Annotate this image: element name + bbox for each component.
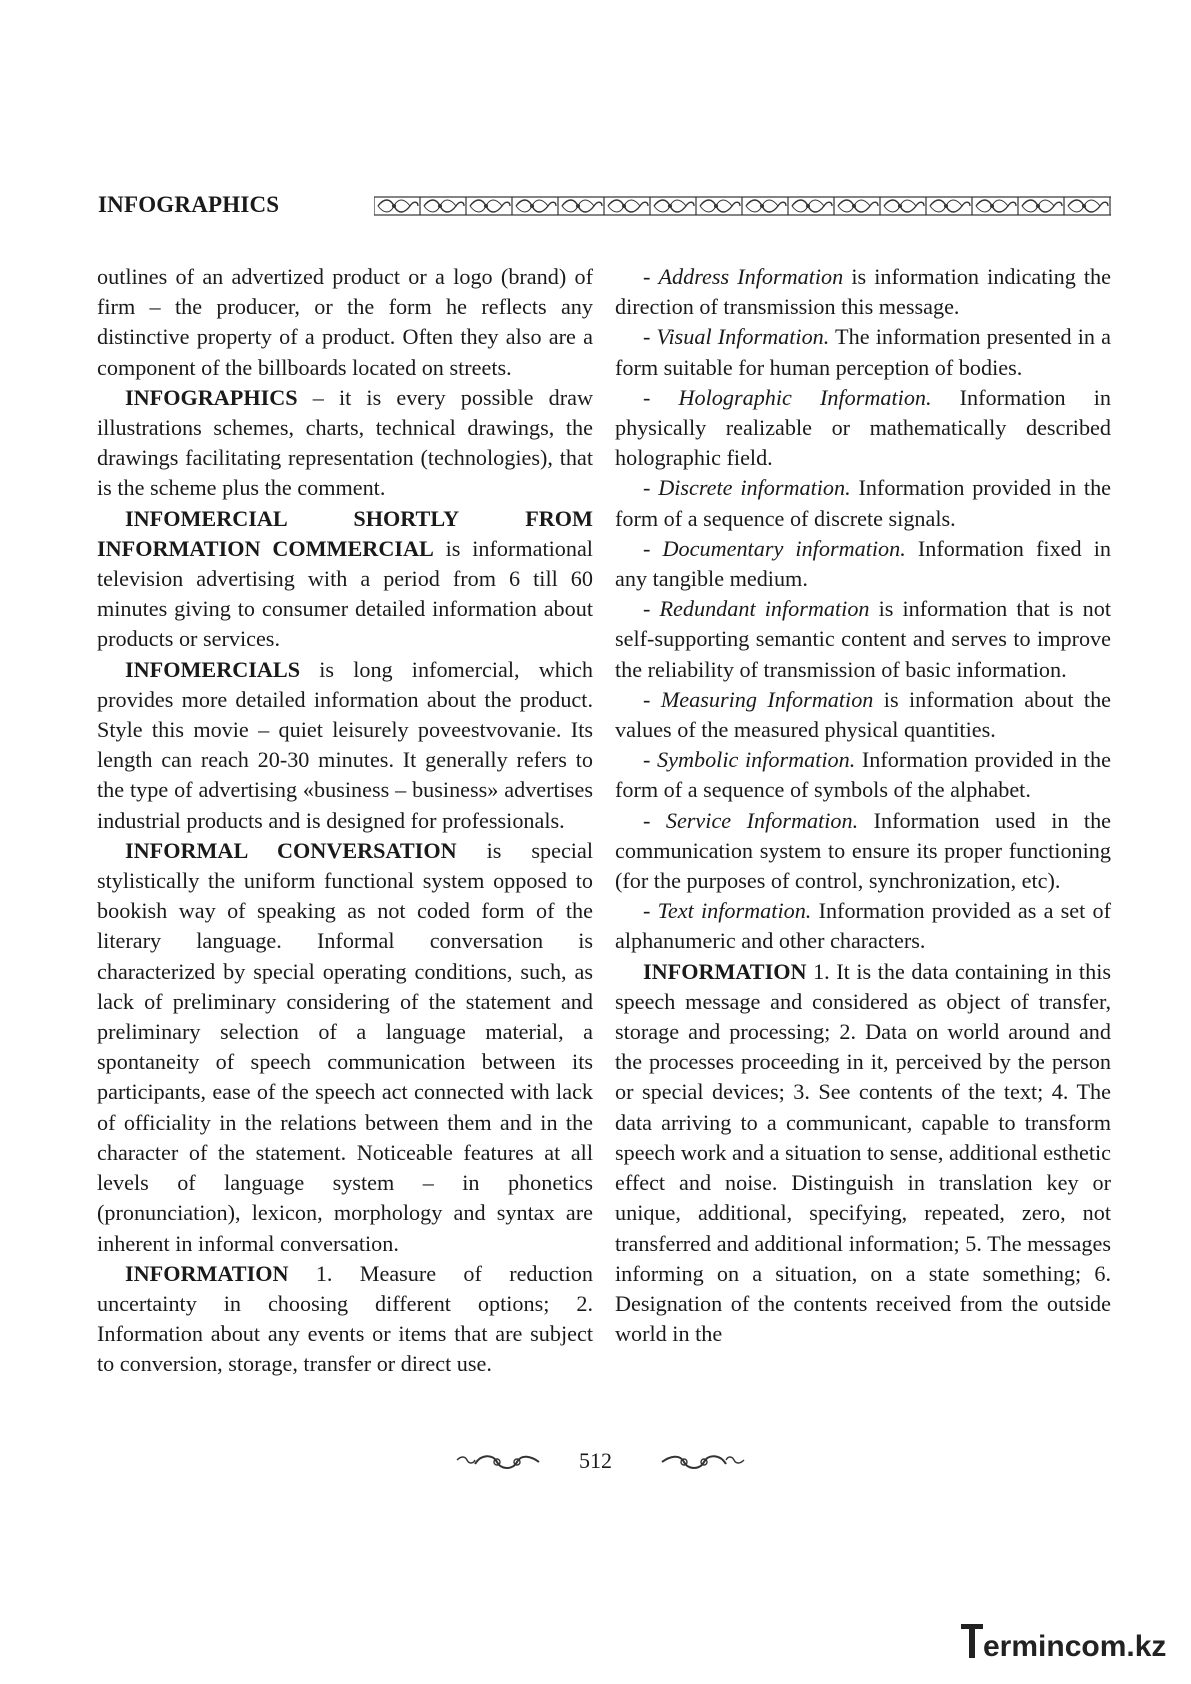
paragraph-text: outlines of an advertized product or a logo (brand) of firm – the producer, or the form he reflects any distinctive property of a product. Often they also are a component of the billboards located on streets. (97, 264, 593, 380)
entry-definition: is informational television advertising with a period from 6 till 60 minutes giving to consumer detailed information about products or services. (97, 535, 593, 652)
dash: - (643, 747, 658, 773)
subentry-term: Address Information (658, 264, 844, 289)
dash: - (643, 264, 659, 289)
entry-infomercial (97, 504, 593, 655)
subentry-text (615, 896, 1111, 956)
subentry-definition: Information provided as a set of alphanumeric and other characters. (615, 898, 1111, 954)
entry-informal-conversation (97, 836, 593, 1259)
subentry-term: Discrete information. (658, 475, 851, 501)
entry-term: INFORMATION (643, 958, 807, 984)
entry-definition: 1. It is the data containing in this speech message and considered as object of transfer, storage and processing; 2. Data on world around and the processes proceeding in it, perceived by the person or special devices; 3. See contents of the text; 4. The data arriving to a communicant, capable to transform speech work and a situation to sense, additional esthetic effect and noise. Distinguish in translation key or unique, additional, specifying, repeated, zero, not transferred and additional information; 5. The messages informing on a situation, on a state something; 6. Designation of the contents received from the outside world in the (615, 958, 1112, 1347)
dash: - (643, 384, 679, 410)
subentry-term: Service Information. (665, 807, 859, 833)
subentry-definition: Information provided in the form of a sequence of symbols of the alphabet. (615, 747, 1111, 803)
page-header (98, 192, 1111, 222)
subentry-discrete (615, 473, 1111, 533)
entry-definition: – it is every possible draw illustrations schemes, charts, technical drawings, the drawings facilitating representation (technologies), that is the scheme plus the comment. (97, 384, 593, 501)
dash: - (643, 686, 661, 712)
subentry-term: Symbolic information. (657, 747, 856, 773)
header-ornament-band (374, 194, 1111, 218)
subentry-holographic (615, 383, 1111, 474)
paragraph-continuation (97, 262, 593, 383)
entry-infomercials (97, 655, 593, 836)
entry-information-2 (615, 957, 1111, 1350)
right-column (615, 262, 1111, 1349)
footer-ornament-right (660, 1452, 746, 1474)
dash: - (643, 535, 663, 561)
subentry-definition: Information provided in the form of a sequence of discrete signals. (615, 475, 1112, 531)
subentry-definition: is information that is not self-supporting semantic content and serves to improve the reliability of transmission of basic information. (615, 596, 1111, 682)
entry-term: INFORMATION (125, 1260, 289, 1286)
entry-infographics (97, 383, 593, 504)
subentry-address (615, 262, 1111, 322)
entry-definition: 1. Measure of reduction uncertainty in choosing different options; 2. Information about any events or items that are subject to conversion, storage, transfer or direct use. (97, 1260, 593, 1377)
subentry-service (615, 806, 1111, 897)
subentry-term: Holographic Information. (678, 384, 932, 410)
subentry-redundant (615, 594, 1111, 685)
dash: - (643, 324, 657, 350)
subentry-symbolic (615, 745, 1111, 805)
dash: - (643, 475, 659, 501)
subentry-term: Visual Information. (656, 324, 830, 350)
subentry-definition: is information indicating the direction of transmission this message. (615, 264, 1111, 320)
subentry-term: Documentary information. (662, 535, 906, 561)
subentry-definition: Information in physically realizable or mathematically described holographic field. (615, 384, 1112, 471)
subentry-definition: The information presented in a form suitable for human perception of bodies. (615, 324, 1112, 380)
subentry-term: Measuring Information (660, 686, 874, 712)
subentry-visual (615, 322, 1111, 382)
dash: - (643, 807, 666, 833)
subentry-definition: is information about the values of the measured physical quantities. (615, 686, 1112, 743)
subentry-term: Redundant information (659, 596, 870, 622)
subentry-term: Text information. (657, 898, 812, 924)
termincom-logo-watermark (953, 1618, 1173, 1664)
entry-term: INFOMERCIAL SHORTLY FROM INFORMATION COMMERCIAL (97, 505, 593, 561)
dash: - (643, 596, 660, 622)
page-number: 512 (579, 1448, 612, 1473)
subentry-measuring (615, 685, 1111, 745)
entry-term: INFORMAL CONVERSATION (125, 837, 457, 863)
entry-information-1 (97, 1259, 593, 1380)
left-column (97, 262, 593, 1380)
subentry-definition: Information fixed in any tangible medium. (615, 535, 1111, 592)
page-footer (0, 1448, 1191, 1478)
svg-text:ermincom.kz: ermincom.kz (983, 1630, 1167, 1663)
entry-definition: is special stylistically the uniform functional system opposed to bookish way of speaking as not coded form of the literary language. Informal conversation is characterized by special operating conditions, such, as lack of preliminary considering of the statement and preliminary selection of a language material, a spontaneity of speech communication between its participants, ease of the speech act connected with lack of officiality in the relations between them and in the character of the statement. Noticeable features at all levels of language system – in phonetics (pronunciation), lexicon, morphology and syntax are inherent in informal conversation. (97, 837, 593, 1256)
subentry-definition: Information used in the communication system to ensure its proper functioning (for the purposes of control, synchronization, etc). (615, 807, 1112, 894)
entry-term: INFOGRAPHICS (125, 384, 298, 410)
entry-definition: is long infomercial, which provides more detailed information about the product. Style this movie – quiet leisurely poveestvovanie. Its length can reach 20-30 minutes. It generally refers to the type of advertising «business – business» advertises industrial products and is designed for professionals. (97, 656, 593, 833)
subentry-documentary (615, 534, 1111, 594)
dash: - (643, 898, 658, 924)
entry-term: INFOMERCIALS (125, 656, 301, 682)
running-head: INFOGRAPHICS (98, 192, 280, 217)
